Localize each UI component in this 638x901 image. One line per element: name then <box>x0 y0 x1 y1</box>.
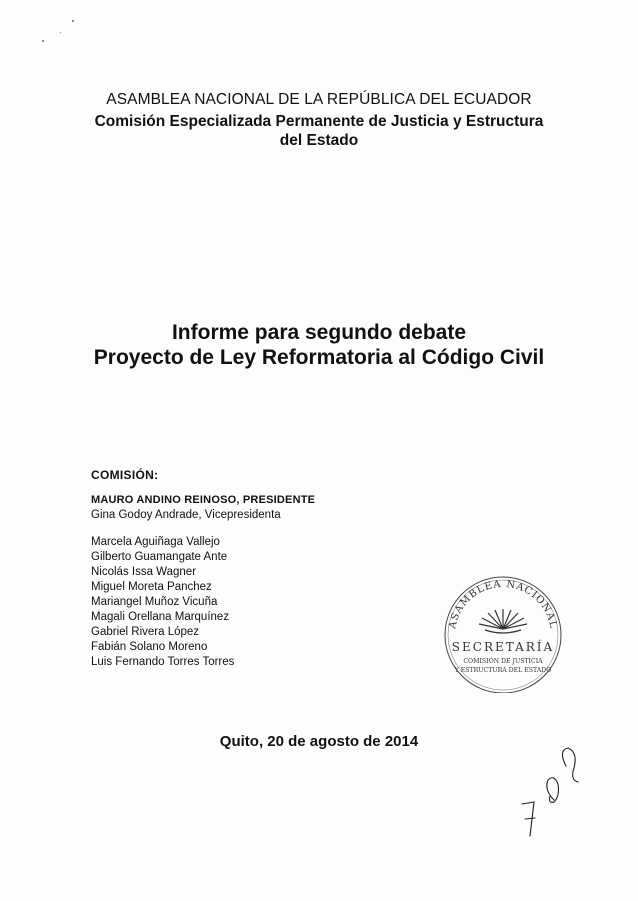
member-item: Gabriel Rivera López <box>91 626 200 638</box>
member-item: Marcela Aguiñaga Vallejo <box>91 536 220 548</box>
member-item: Luis Fernando Torres Torres <box>91 656 235 668</box>
scan-speck <box>60 32 61 33</box>
scan-speck <box>42 40 44 42</box>
commission-label: COMISIÓN: <box>91 468 159 482</box>
seal-center-text: SECRETARÍA <box>451 640 555 654</box>
seal-line-2: Y ESTRUCTURA DEL ESTADO <box>454 667 552 674</box>
scan-speck <box>72 20 74 22</box>
member-item: Fabián Solano Moreno <box>91 641 208 653</box>
title-line-2: Proyecto de Ley Reformatoria al Código Civil <box>93 346 545 369</box>
vice-president-name: Gina Godoy Andrade, Vicepresidenta <box>91 509 281 521</box>
handwritten-flourish <box>562 748 578 782</box>
institution-name: ASAMBLEA NACIONAL DE LA REPÚBLICA DEL ECUADOR <box>106 91 532 108</box>
seal-arc-text: ASAMBLEA NACIONAL <box>447 578 559 630</box>
commission-members <box>91 468 411 670</box>
commission-name: Comisión Especializada Permanente de Justicia y Estructura del Estado <box>94 113 544 149</box>
title-line-1: Informe para segundo debate <box>171 321 467 344</box>
member-item: Mariangel Muñoz Vicuña <box>91 596 218 608</box>
member-item: Gilberto Guamangate Ante <box>91 551 228 563</box>
member-list <box>91 535 411 670</box>
president-name: MAURO ANDINO REINOSO, PRESIDENTE <box>91 494 316 506</box>
handwritten-mark <box>547 778 559 803</box>
document-date: Quito, 20 de agosto de 2014 <box>219 733 419 750</box>
handwritten-stroke <box>525 818 535 819</box>
seal-outer-ring <box>445 577 561 693</box>
seal-emblem-icon <box>479 609 527 633</box>
report-title <box>0 320 638 370</box>
secretaria-seal-stamp <box>437 573 569 693</box>
member-item: Nicolás Issa Wagner <box>91 566 197 578</box>
seal-line-1: COMISIÓN DE JUSTICIA <box>463 658 543 665</box>
member-item: Miguel Moreta Panchez <box>91 581 212 593</box>
handwritten-page-number <box>520 744 600 854</box>
document-header <box>0 90 638 150</box>
member-item: Magali Orellana Marquínez <box>91 611 230 623</box>
